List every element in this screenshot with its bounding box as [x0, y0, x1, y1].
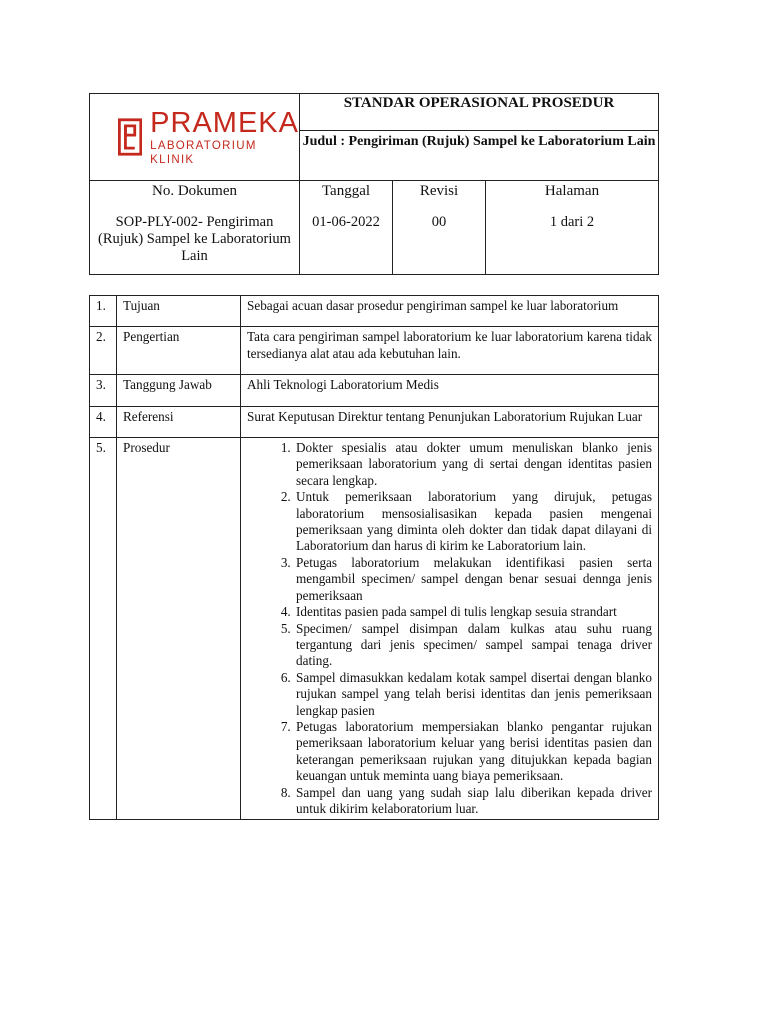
- revisi-label: Revisi: [419, 183, 459, 199]
- row-number: 1.: [90, 296, 117, 327]
- table-row: [90, 406, 659, 437]
- list-item: 8. Sampel dan uang yang sudah siap lalu diberikan kepada driver untuk dikirim kelaboratorium luar.: [294, 785, 652, 818]
- row-number: 3.: [90, 375, 117, 406]
- list-item: 4. Identitas pasien pada sampel di tulis lengkap sesuia strandart: [294, 604, 652, 620]
- row-label: Referensi: [117, 406, 241, 437]
- list-item: 7. Petugas laboratorium mempersiakan blanko pengantar rujukan pemeriksaan laboratorium keluar yang berisi identitas pasien dan keterangan pemeriksaan rujukan yang ditujukkan kepada bagian keuangan untuk meminta uang biaya pemeriksaan.: [294, 719, 652, 785]
- row-text: Tata cara pengiriman sampel laboratorium ke luar laboratorium karena tidak tersedianya alat atau ada kebutuhan lain.: [241, 327, 659, 375]
- prameka-logo-mark-icon: [118, 117, 142, 157]
- list-item: 3. Petugas laboratorium melakukan identifikasi pasien serta mengambil specimen/ sampel dengan benar sesuai dennga jenis pemeriksaan: [294, 555, 652, 604]
- row-number: 2.: [90, 327, 117, 375]
- row-number: 4.: [90, 406, 117, 437]
- dokumen-label: No. Dokumen: [152, 183, 237, 199]
- halaman-value: 1 dari 2: [549, 214, 595, 230]
- row-text: Sebagai acuan dasar prosedur pengiriman sampel ke luar laboratorium: [241, 296, 659, 327]
- sop-content-table: [89, 295, 659, 820]
- table-row: [90, 296, 659, 327]
- logo-cell: [90, 94, 300, 181]
- list-item: 1. Dokter spesialis atau dokter umum menuliskan blanko jenis pemeriksaan laboratorium yang di sertai dengan identitas pasien secara lengkap.: [294, 440, 652, 489]
- row-text: Surat Keputusan Direktur tentang Penunjukan Laboratorium Rujukan Luar: [241, 406, 659, 437]
- list-item: 5. Specimen/ sampel disimpan dalam kulkas atau suhu ruang tergantung dari jenis specimen/ sampel sampai tenaga driver dating.: [294, 621, 652, 670]
- sop-title: STANDAR OPERASIONAL PROSEDUR: [300, 94, 659, 131]
- tanggal-value: 01-06-2022: [312, 214, 380, 230]
- dokumen-cell: [90, 181, 300, 275]
- prosedur-cell: [241, 438, 659, 820]
- document-title: Judul : Pengiriman (Rujuk) Sampel ke Laboratorium Lain: [300, 131, 659, 181]
- row-label: Pengertian: [117, 327, 241, 375]
- prameka-logo: [90, 94, 299, 180]
- prosedur-steps-list: [247, 440, 652, 817]
- row-text: Ahli Teknologi Laboratorium Medis: [241, 375, 659, 406]
- halaman-label: Halaman: [544, 183, 600, 199]
- halaman-cell: [486, 181, 659, 275]
- row-label: Tujuan: [117, 296, 241, 327]
- logo-name: PRAMEKA: [150, 106, 299, 139]
- sop-header-table: [89, 93, 659, 275]
- row-label: Tanggung Jawab: [117, 375, 241, 406]
- table-row: [90, 375, 659, 406]
- row-number: 5.: [90, 438, 117, 820]
- list-item: 2. Untuk pemeriksaan laboratorium yang dirujuk, petugas laboratorium mensosialisasikan kepada pasien mengenai pemeriksaan yang diminta oleh dokter dan tidak dapat dilayani di Laboratorium dan harus di kirim ke Laboratorium lain.: [294, 489, 652, 555]
- table-row: [90, 438, 659, 820]
- tanggal-cell: [300, 181, 393, 275]
- tanggal-label: Tanggal: [321, 183, 371, 199]
- list-item: 6. Sampel dimasukkan kedalam kotak sampel disertai dengan blanko rujukan sampel yang telah berisi identitas dan jenis pemeriksaan lengkap pasien: [294, 670, 652, 719]
- table-row: [90, 327, 659, 375]
- dokumen-value: SOP-PLY-002- Pengiriman (Rujuk) Sampel ke Laboratorium Lain: [98, 214, 291, 264]
- row-label: Prosedur: [117, 438, 241, 820]
- logo-subtitle: LABORATORIUM KLINIK: [150, 139, 257, 166]
- revisi-value: 00: [431, 214, 447, 230]
- revisi-cell: [393, 181, 486, 275]
